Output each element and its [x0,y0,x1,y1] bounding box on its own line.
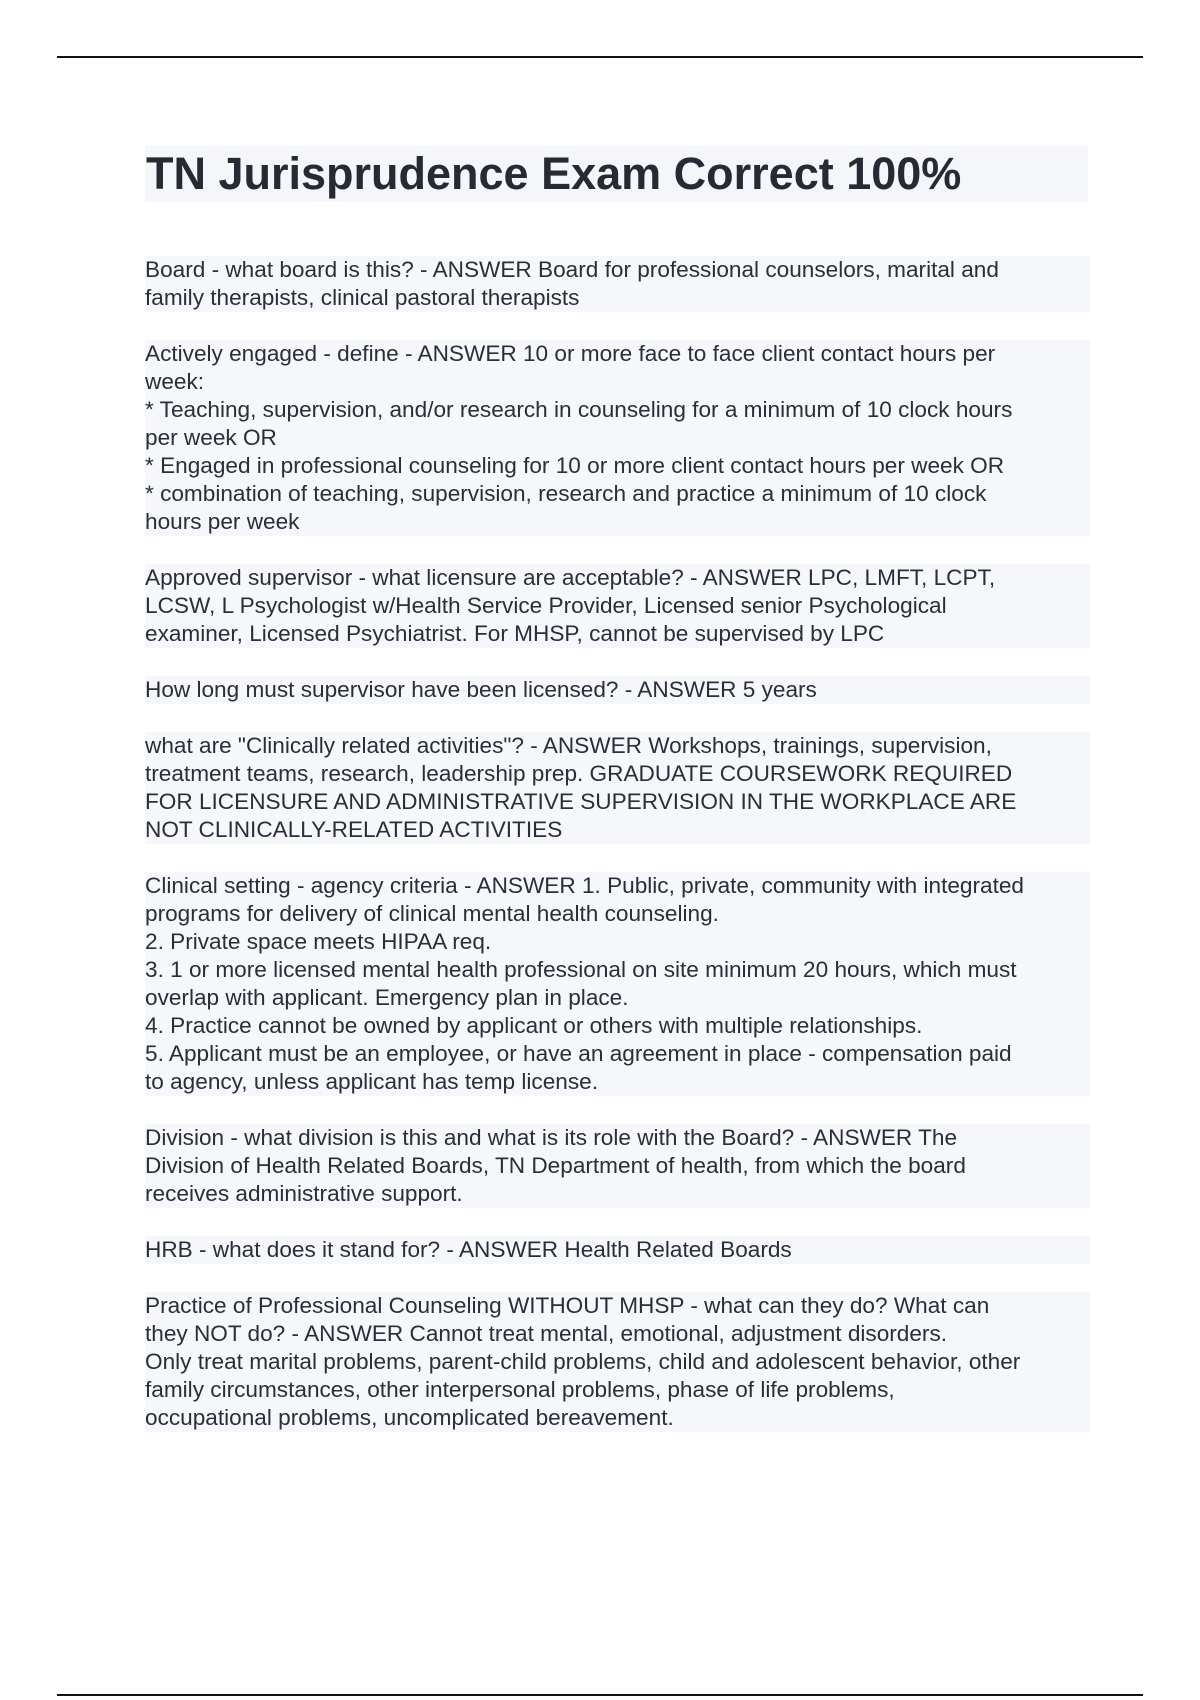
qa-entry [145,1236,1090,1264]
qa-line: 3. 1 or more licensed mental health professional on site minimum 20 hours, which must [145,956,1090,984]
qa-line: they NOT do? - ANSWER Cannot treat mental, emotional, adjustment disorders. [145,1320,1090,1348]
qa-line: How long must supervisor have been licensed? - ANSWER 5 years [145,676,1090,704]
qa-entry [145,256,1090,312]
qa-entry [145,1124,1090,1208]
qa-line: overlap with applicant. Emergency plan in place. [145,984,1090,1012]
qa-line: Only treat marital problems, parent-child problems, child and adolescent behavior, other [145,1348,1090,1376]
qa-line: HRB - what does it stand for? - ANSWER Health Related Boards [145,1236,1090,1264]
bottom-rule [57,1694,1143,1696]
qa-line: family circumstances, other interpersonal problems, phase of life problems, [145,1376,1090,1404]
qa-line: Division - what division is this and what is its role with the Board? - ANSWER The [145,1124,1090,1152]
qa-line: 5. Applicant must be an employee, or have an agreement in place - compensation paid [145,1040,1090,1068]
qa-entry [145,872,1090,1096]
qa-line: examiner, Licensed Psychiatrist. For MHSP, cannot be supervised by LPC [145,620,1090,648]
qa-line: LCSW, L Psychologist w/Health Service Provider, Licensed senior Psychological [145,592,1090,620]
qa-line: 2. Private space meets HIPAA req. [145,928,1090,956]
qa-line: Approved supervisor - what licensure are acceptable? - ANSWER LPC, LMFT, LCPT, [145,564,1090,592]
qa-line: receives administrative support. [145,1180,1090,1208]
qa-line: programs for delivery of clinical mental health counseling. [145,900,1090,928]
qa-line: family therapists, clinical pastoral therapists [145,284,1090,312]
qa-line: Division of Health Related Boards, TN Department of health, from which the board [145,1152,1090,1180]
qa-line: Clinical setting - agency criteria - ANSWER 1. Public, private, community with integrated [145,872,1090,900]
page-title: TN Jurisprudence Exam Correct 100% [146,148,962,199]
qa-line: FOR LICENSURE AND ADMINISTRATIVE SUPERVISION IN THE WORKPLACE ARE [145,788,1090,816]
qa-entry [145,676,1090,704]
qa-line: Actively engaged - define - ANSWER 10 or more face to face client contact hours per [145,340,1090,368]
qa-line: 4. Practice cannot be owned by applicant or others with multiple relationships. [145,1012,1090,1040]
qa-line: occupational problems, uncomplicated bereavement. [145,1404,1090,1432]
qa-line: week: [145,368,1090,396]
qa-line: Practice of Professional Counseling WITHOUT MHSP - what can they do? What can [145,1292,1090,1320]
qa-line: * Teaching, supervision, and/or research in counseling for a minimum of 10 clock hours [145,396,1090,424]
qa-entry [145,1292,1090,1432]
qa-line: NOT CLINICALLY-RELATED ACTIVITIES [145,816,1090,844]
top-rule [57,56,1143,58]
qa-entry [145,564,1090,648]
qa-line: what are "Clinically related activities"? - ANSWER Workshops, trainings, supervision, [145,732,1090,760]
qa-line: * combination of teaching, supervision, research and practice a minimum of 10 clock [145,480,1090,508]
qa-line: to agency, unless applicant has temp license. [145,1068,1090,1096]
qa-entry [145,340,1090,536]
qa-entry [145,732,1090,844]
title-highlight [145,146,1088,202]
qa-line: Board - what board is this? - ANSWER Board for professional counselors, marital and [145,256,1090,284]
qa-line: hours per week [145,508,1090,536]
qa-line: per week OR [145,424,1090,452]
qa-line: * Engaged in professional counseling for 10 or more client contact hours per week OR [145,452,1090,480]
qa-line: treatment teams, research, leadership prep. GRADUATE COURSEWORK REQUIRED [145,760,1090,788]
qa-list [145,256,1090,1460]
